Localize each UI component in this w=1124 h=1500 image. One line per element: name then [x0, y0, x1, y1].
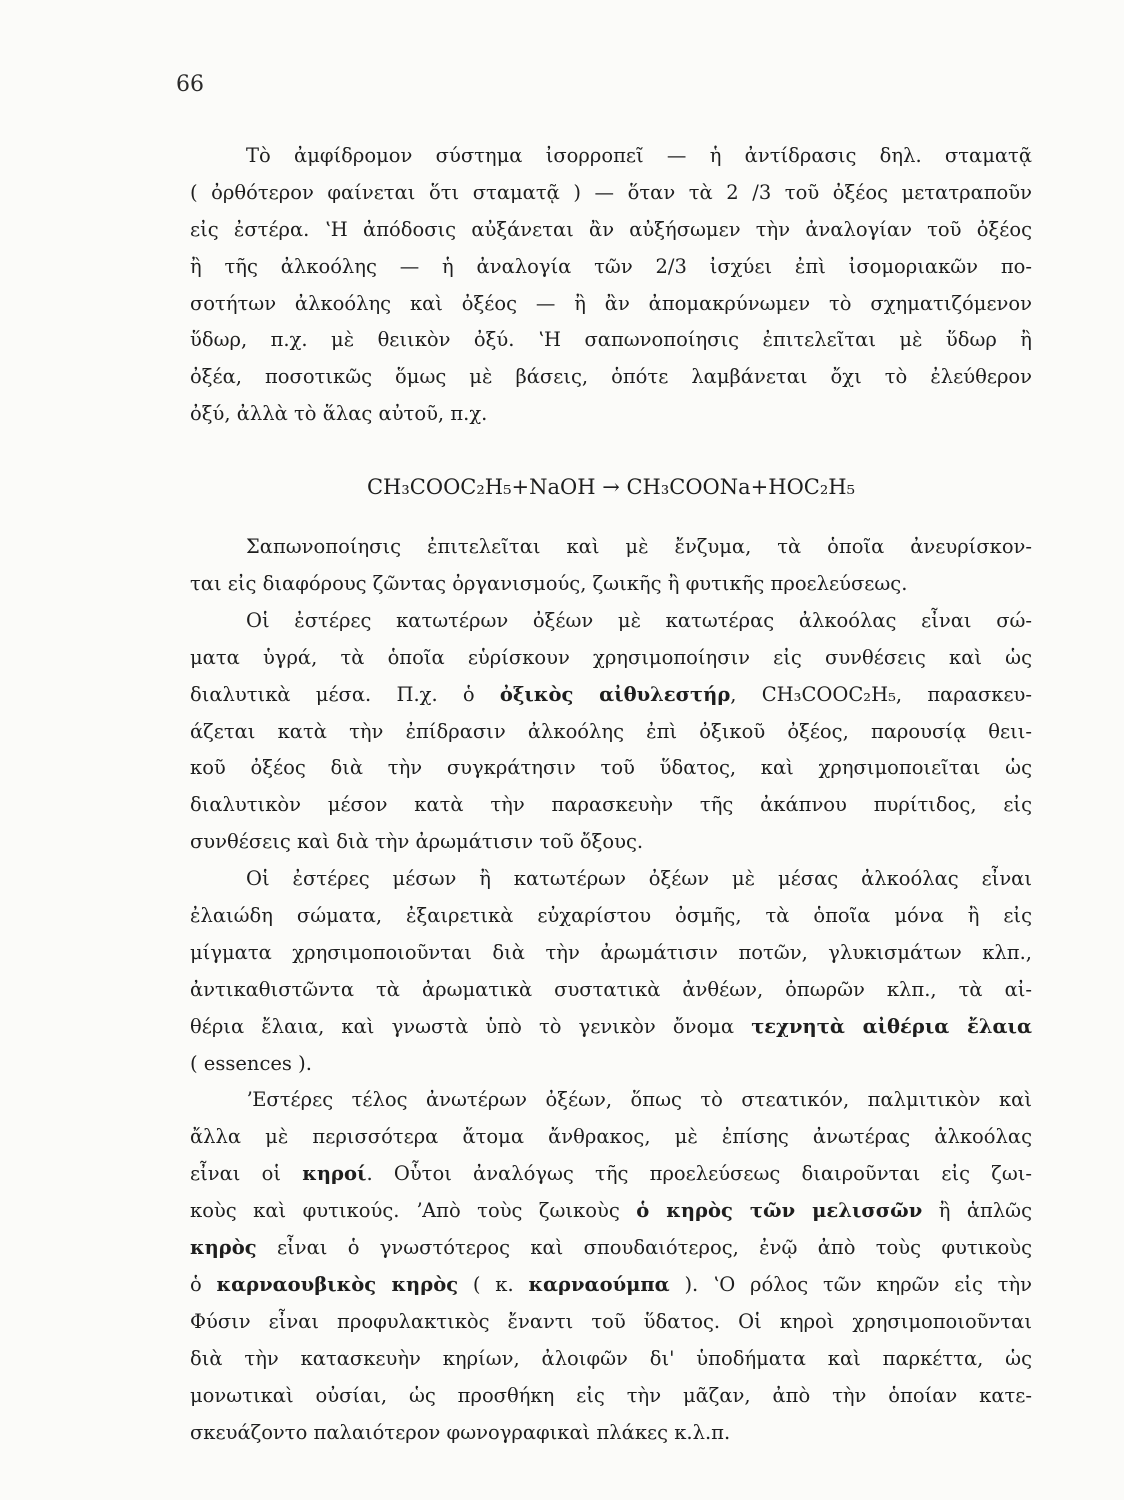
text-line [190, 1156, 1032, 1193]
text-line: ὕδωρ, π.χ. μὲ θειικὸν ὀξύ. ʽΗ σαπωνοποίησις ἐπιτελεῖται μὲ ὕδωρ ἢ [190, 328, 1032, 352]
text-line: σοτήτων ἀλκοόλης καὶ ὀξέος — ἢ ἂν ἀπομακρύνωμεν τὸ σχηματιζόμενον [190, 291, 1032, 315]
text-fragment: ἢ ἁπλῶς [922, 1199, 1032, 1223]
body-text [190, 138, 1032, 1451]
text-line: ʼΕστέρες τέλος ἀνωτέρων ὀξέων, ὅπως τὸ στεατικόν, παλμιτικὸν καὶ [246, 1088, 1032, 1112]
bold-term: κηρὸς [190, 1236, 257, 1260]
paragraph-waxes [190, 1082, 1032, 1451]
text-line: σκευάζοντο παλαιότερον φωνογραφικαὶ πλάκες κ.λ.π. [190, 1420, 731, 1444]
text-line: ὀξύ, ἀλλὰ τὸ ἅλας αὐτοῦ, π.χ. [190, 402, 488, 426]
text-line: ἀντικαθιστῶντα τὰ ἀρωματικὰ συστατικὰ ἀνθέων, ὀπωρῶν κλπ., τὰ αἰ- [190, 977, 1032, 1001]
text-fragment: διαλυτικὰ μέσα. Π.χ. ὁ [190, 682, 500, 706]
paragraph-middle-esters [190, 861, 1032, 1082]
bold-term: ὁ κηρὸς τῶν μελισσῶν [636, 1199, 923, 1223]
text-fragment: . Οὗτοι ἀναλόγως τῆς προελεύσεως διαιροῦνται εἰς ζωι- [366, 1162, 1032, 1186]
text-line: κοῦ ὀξέος διὰ τὴν συγκράτησιν τοῦ ὕδατος, καὶ χρησιμοποιεῖται ὡς [190, 756, 1032, 780]
bold-term: καρναούμπα [528, 1272, 670, 1296]
text-fragment: εἶναι ὁ γνωστότερος καὶ σπουδαιότερος, ἐνῷ ἀπὸ τοὺς φυτικοὺς [256, 1236, 1032, 1260]
text-line: ματα ὑγρά, τὰ ὁποῖα εὑρίσκουν χρησιμοποίησιν εἰς συνθέσεις καὶ ὡς [190, 645, 1032, 669]
text-line: Φύσιν εἶναι προφυλακτικὸς ἔναντι τοῦ ὕδατος. Οἱ κηροὶ χρησιμοποιοῦνται [190, 1309, 1032, 1333]
paragraph-enzymes [190, 529, 1032, 603]
text-fragment: , CH₃COOC₂H₅, παρασκευ- [730, 682, 1032, 706]
text-line [190, 1009, 1032, 1046]
text-line: Σαπωνοποίησις ἐπιτελεῖται καὶ μὲ ἔνζυμα, τὰ ὁποῖα ἀνευρίσκον- [246, 535, 1032, 559]
text-fragment: κοὺς καὶ φυτικούς. ʼΑπὸ τοὺς ζωικοὺς [190, 1199, 637, 1223]
text-fragment: εἶναι οἱ [190, 1162, 303, 1186]
bold-term: τεχνητὰ αἰθέρια ἔλαια [751, 1014, 1032, 1038]
text-line: ἐλαιώδη σώματα, ἐξαιρετικὰ εὐχαρίστου ὀσμῆς, τὰ ὁποῖα μόνα ἢ εἰς [190, 904, 1032, 928]
text-line [190, 1193, 1032, 1230]
text-line: μονωτικαὶ οὐσίαι, ὡς προσθήκη εἰς τὴν μᾶζαν, ἀπὸ τὴν ὁποίαν κατε- [190, 1383, 1032, 1407]
text-line: συνθέσεις καὶ διὰ τὴν ἀρωμάτισιν τοῦ ὄξους. [190, 830, 644, 854]
bold-term: καρναουβικὸς κηρὸς [216, 1272, 459, 1296]
text-line: ται εἰς διαφόρους ζῶντας ὀργανισμούς, ζωικῆς ἢ φυτικῆς προελεύσεως. [190, 572, 908, 596]
text-line: Τὸ ἀμφίδρομον σύστημα ἰσορροπεῖ — ἡ ἀντίδρασις δηλ. σταματᾷ [246, 144, 1032, 167]
text-line: ἢ τῆς ἀλκοόλης — ἡ ἀναλογία τῶν 2/3 ἰσχύει ἐπὶ ἰσομοριακῶν πο- [190, 254, 1032, 278]
paragraph-equilibrium [190, 138, 1032, 433]
text-line: εἰς ἐστέρα. ʽΗ ἀπόδοσις αὐξάνεται ἂν αὐξήσωμεν τὴν ἀναλογίαν τοῦ ὀξέος [190, 217, 1032, 241]
paragraph-lower-esters [190, 603, 1032, 861]
text-line: ὀξέα, ποσοτικῶς ὅμως μὲ βάσεις, ὁπότε λαμβάνεται ὄχι τὸ ἐλεύθερον [190, 365, 1032, 389]
text-line: Οἱ ἐστέρες κατωτέρων ὀξέων μὲ κατωτέρας ἀλκοόλας εἶναι σώ- [246, 608, 1032, 632]
text-fragment: ). ʽΟ ρόλος τῶν κηρῶν εἰς τὴν [669, 1272, 1032, 1296]
text-line [190, 1230, 1032, 1267]
text-line [190, 1267, 1032, 1304]
bold-term: ὀξικὸς αἰθυλεστήρ [499, 682, 731, 706]
text-line: διὰ τὴν κατασκευὴν κηρίων, ἀλοιφῶν δι' ὑποδήματα καὶ παρκέττα, ὡς [190, 1346, 1032, 1370]
text-line: διαλυτικὸν μέσον κατὰ τὴν παρασκευὴν τῆς ἀκάπνου πυρίτιδος, εἰς [190, 793, 1032, 817]
page-number: 66 [176, 72, 204, 97]
text-fragment: ( κ. [458, 1272, 529, 1296]
text-line: Οἱ ἐστέρες μέσων ἢ κατωτέρων ὀξέων μὲ μέσας ἀλκοόλας εἶναι [246, 867, 1032, 891]
text-line [190, 677, 1032, 714]
text-fragment: ὁ [190, 1272, 217, 1296]
text-line: ( ὀρθότερον φαίνεται ὅτι σταματᾷ ) — ὅταν τὰ 2 /3 τοῦ ὀξέος μετατραποῦν [190, 180, 1032, 204]
text-fragment: θέρια ἔλαια, καὶ γνωστὰ ὑπὸ τὸ γενικὸν ὄνομα [190, 1014, 752, 1038]
bold-term: κηροί [302, 1162, 367, 1186]
text-line: άζεται κατὰ τὴν ἐπίδρασιν ἀλκοόλης ἐπὶ ὀξικοῦ ὀξέος, παρουσίᾳ θειι- [190, 719, 1032, 743]
text-line: ( essences ). [190, 1051, 312, 1075]
chemical-equation: CH₃COOC₂H₅+NaOH → CH₃COONa+HOC₂H₅ [366, 475, 856, 500]
text-line: ἄλλα μὲ περισσότερα ἄτομα ἄνθρακος, μὲ ἐπίσης ἀνωτέρας ἀλκοόλας [190, 1125, 1032, 1149]
text-line: μίγματα χρησιμοποιοῦνται διὰ τὴν ἀρωμάτισιν ποτῶν, γλυκισμάτων κλπ., [190, 940, 1032, 964]
